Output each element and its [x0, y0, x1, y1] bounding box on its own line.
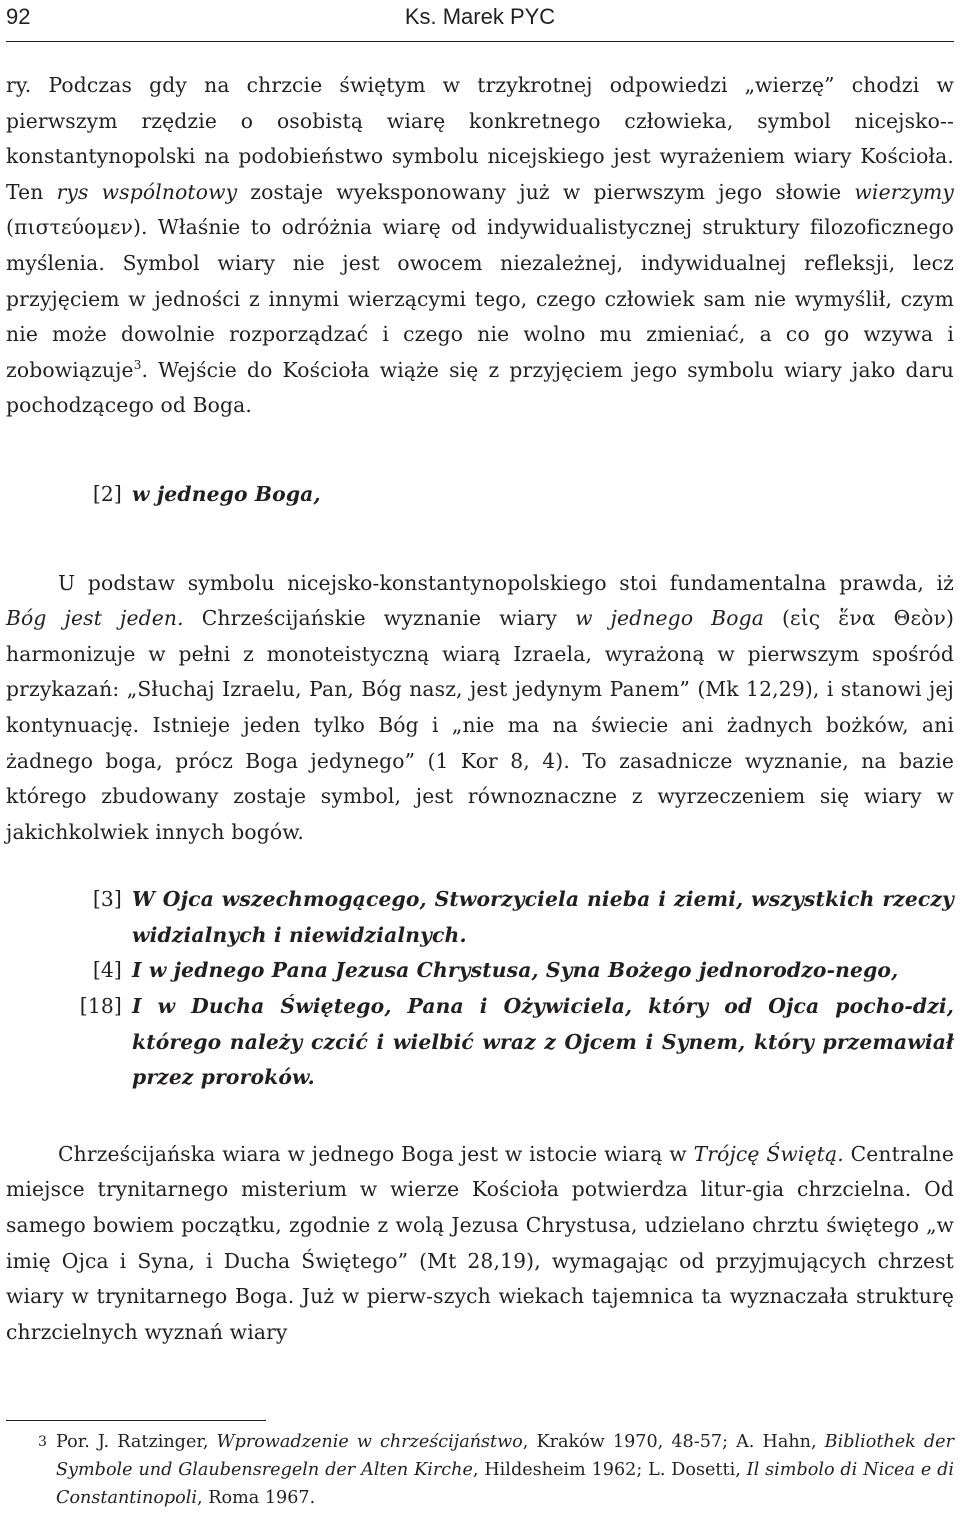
text-run: , Hildesheim 1962; L. Dosetti,: [472, 1460, 747, 1480]
italic-run: w jednego Boga: [575, 606, 764, 631]
section-text: W Ojca wszechmogącego, Stworzyciela nieba i ziemi, wszystkich rzeczy widzialnych i niewidzialnych.: [132, 887, 954, 947]
page-number: 92: [6, 4, 31, 29]
main-text: [6, 68, 954, 1350]
section-number: [18]: [79, 994, 122, 1019]
text-run: , Kraków 1970, 48-57; A. Hahn,: [522, 1432, 825, 1452]
italic-run: rys wspólnotowy: [56, 179, 238, 204]
text-run: Chrześcijańska wiara w jednego Boga jest w istocie wiarą w: [58, 1141, 694, 1166]
italic-run: Bibliothek der Symbole und Glaubensregeln der Alten Kirche: [56, 1432, 954, 1480]
italic-run: Trójcę Świętą.: [693, 1141, 844, 1166]
section-4-heading: [6, 953, 954, 989]
section-number: [2]: [92, 481, 122, 506]
running-header: [0, 0, 960, 44]
section-number: [4]: [92, 958, 122, 983]
running-title: Ks. Marek PYC: [404, 4, 556, 29]
text-run: Chrześcijańskie wyznanie wiary: [183, 606, 576, 631]
text-run: , Roma 1967.: [197, 1488, 316, 1508]
text-run: ry. Podczas gdy na chrzcie świętym w trzykrotnej odpowiedzi „wierzę” chodzi w pierwszym rzędzie o osobistą wiarę konkretnego człowieka, symbol nicejsko--konstantynopolski na podobieństwo symbolu nicejskiego jest wyrażeniem wiary Kościoła. Ten: [6, 73, 954, 204]
section-2-heading: [6, 477, 954, 513]
section-18-heading: [6, 989, 954, 1096]
italic-run: Wprowadzenie w chrześcijaństwo: [216, 1432, 523, 1452]
header-rule: [6, 41, 954, 42]
footnote-3: [6, 1428, 954, 1512]
section-3-heading: [6, 882, 954, 953]
text-run: (πιστεύομεν). Właśnie to odróżnia wiarę od indywidualistycznej struktury filozoficznego myślenia. Symbol wiary nie jest owocem niezależnej, indywidualnej refleksji, lecz przyjęciem w jedności z innymi wierzącymi tego, czego człowiek sam nie wymyślił, czym nie może dowolnie rozporządzać i czego nie wolno mu zmieniać, a co go wzywa i zobowiązuje: [6, 215, 954, 382]
text-run: . Wejście do Kościoła wiąże się z przyjęciem jego symbolu wiary jako daru pochodzącego od Boga.: [6, 357, 954, 418]
text-run: U podstaw symbolu nicejsko-konstantynopolskiego stoi fundamentalna prawda, iż: [58, 570, 954, 595]
section-text: I w jednego Pana Jezusa Chrystusa, Syna Bożego jednorodzo-nego,: [132, 958, 899, 983]
paragraph-3: [6, 1137, 954, 1351]
section-text: w jednego Boga,: [132, 481, 321, 506]
text-run: Por. J. Ratzinger,: [56, 1432, 217, 1452]
section-number: [3]: [92, 887, 122, 912]
footnote-marker: 3: [38, 1434, 47, 1450]
footnote-rule: [6, 1420, 266, 1421]
italic-run: Bóg jest jeden.: [6, 606, 184, 631]
italic-run: Il simbolo di Nicea e di Constantinopoli: [56, 1460, 954, 1508]
paragraph-1: [6, 68, 954, 424]
text-run: Centralne miejsce trynitarnego misterium w wierze Kościoła potwierdza litur-gia chrzcielna. Od samego bowiem początku, zgodnie z wolą Jezusa Chrystusa, udzielano chrztu świętego „w imię Ojca i Syna, i Ducha Świętego” (Mt 28,19), wymagając od przyjmujących chrzest wiary w trynitarnego Boga. Już w pierw-szych wiekach tajemnica ta wyznaczała strukturę chrzcielnych wyznań wiary: [6, 1141, 955, 1344]
italic-run: wierzymy: [854, 179, 954, 204]
text-run: (εἰς ἕνα Θεὸν) harmonizuje w pełni z monoteistyczną wiarą Izraela, wyrażoną w pierwszym spośród przykazań: „Słuchaj Izraelu, Pan, Bóg nasz, jest jedynym Panem” (Mk 12,29), i stanowi jej kontynuację. Istnieje jeden tylko Bóg i „nie ma na świecie ani żadnych bożków, ani żadnego boga, prócz Boga jedynego” (1 Kor 8, 4). To zasadnicze wyznanie, na bazie którego zbudowany zostaje symbol, jest równoznaczne z wyrzeczeniem się wiary w jakichkolwiek innych bogów.: [6, 606, 955, 844]
paragraph-2: [6, 566, 954, 851]
footnote-ref[interactable]: 3: [133, 357, 142, 372]
text-run: zostaje wyeksponowany już w pierwszym jego słowie: [237, 179, 855, 204]
section-text: I w Ducha Świętego, Pana i Ożywiciela, który od Ojca pocho-dzi, którego należy czcić i wielbić wraz z Ojcem i Synem, który przemawiał przez proroków.: [132, 994, 954, 1090]
